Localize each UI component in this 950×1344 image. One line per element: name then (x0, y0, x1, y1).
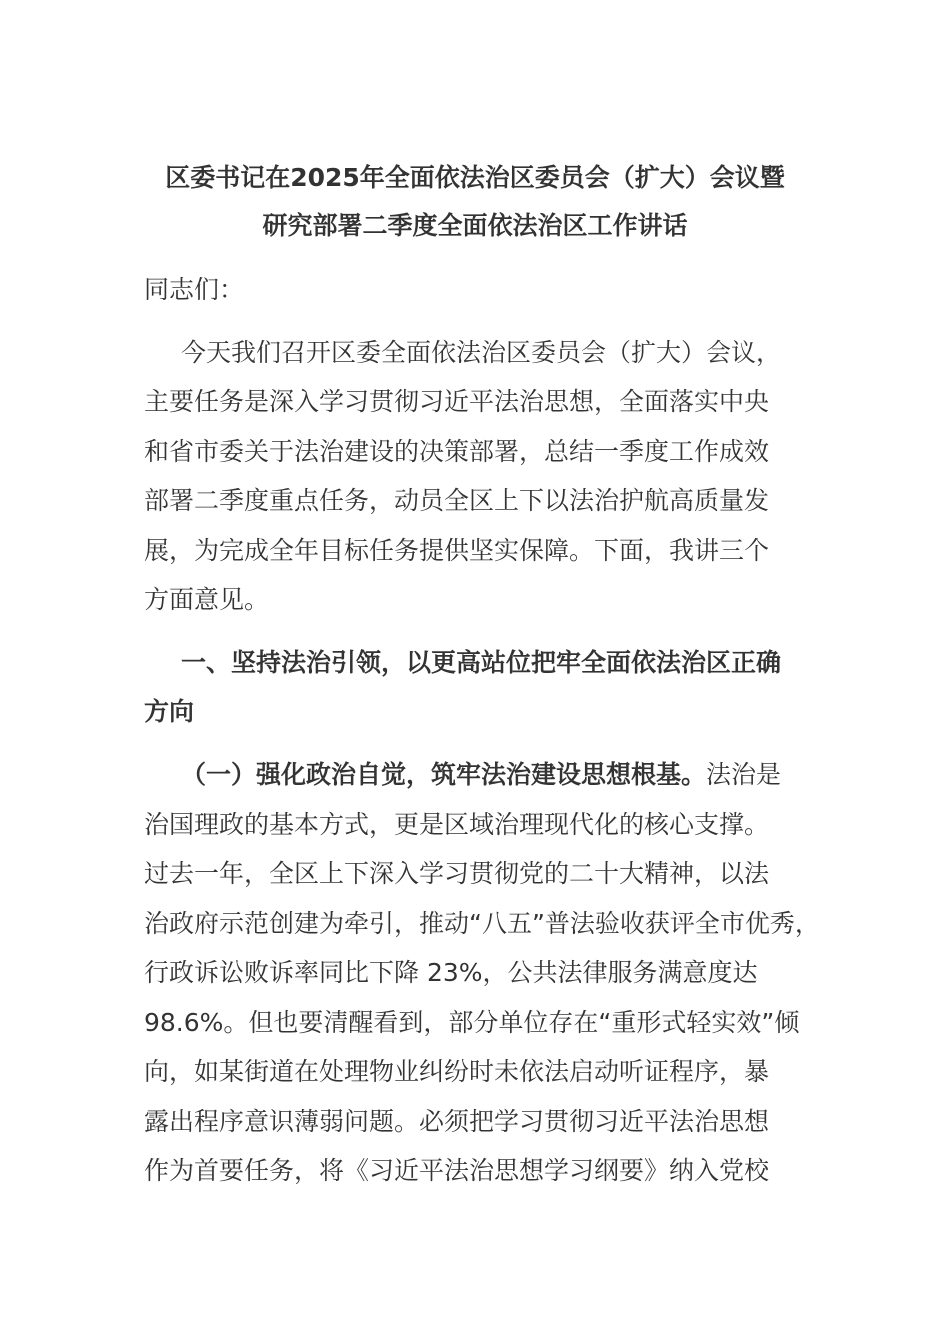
intro-line-4: 部署二季度重点任务，动员全区上下以法治护航高质量发 (144, 486, 770, 515)
document-title-line-1: 区委书记在2025年全面依法治区委员会（扩大）会议暨 (165, 163, 785, 192)
intro-line-6: 方面意见。 (144, 585, 270, 614)
subsection-1-line-7: 向，如某街道在处理物业纠纷时未依法启动听证程序，暴 (144, 1057, 770, 1086)
subsection-1-first-tail: 法治是 (706, 760, 782, 789)
intro-line-3: 和省市委关于法治建设的决策部署，总结一季度工作成效 (144, 437, 770, 466)
subsection-1-line-2: 治国理政的基本方式，更是区域治理现代化的核心支撑。 (144, 810, 770, 839)
subsection-1-line-8: 露出程序意识薄弱问题。必须把学习贯彻习近平法治思想 (144, 1107, 770, 1136)
intro-line-1: 今天我们召开区委全面依法治区委员会（扩大）会议， (181, 338, 782, 367)
intro-line-2: 主要任务是深入学习贯彻习近平法治思想，全面落实中央 (144, 387, 770, 416)
subsection-1-line-4: 治政府示范创建为牵引，推动“八五”普法验收获评全市优秀， (144, 909, 820, 938)
document-title-line-2: 研究部署二季度全面依法治区工作讲话 (262, 211, 688, 240)
subsection-1-heading: （一）强化政治自觉，筑牢法治建设思想根基。 (181, 760, 707, 789)
subsection-1-line-6: 98.6%。但也要清醒看到，部分单位存在“重形式轻实效”倾 (144, 1008, 800, 1037)
subsection-1-line-9: 作为首要任务，将《习近平法治思想学习纲要》纳入党校 (144, 1156, 770, 1185)
salutation: 同志们： (144, 275, 245, 304)
subsection-1-first-line (181, 755, 781, 791)
subsection-1-line-5: 行政诉讼败诉率同比下降 23%，公共法律服务满意度达 (144, 958, 758, 987)
subsection-1-line-3: 过去一年，全区上下深入学习贯彻党的二十大精神，以法 (144, 859, 770, 888)
intro-line-5: 展，为完成全年目标任务提供坚实保障。下面，我讲三个 (144, 536, 770, 565)
section-1-heading-line-2: 方向 (144, 697, 195, 726)
section-1-heading-line-1: 一、坚持法治引领，以更高站位把牢全面依法治区正确 (181, 648, 782, 677)
